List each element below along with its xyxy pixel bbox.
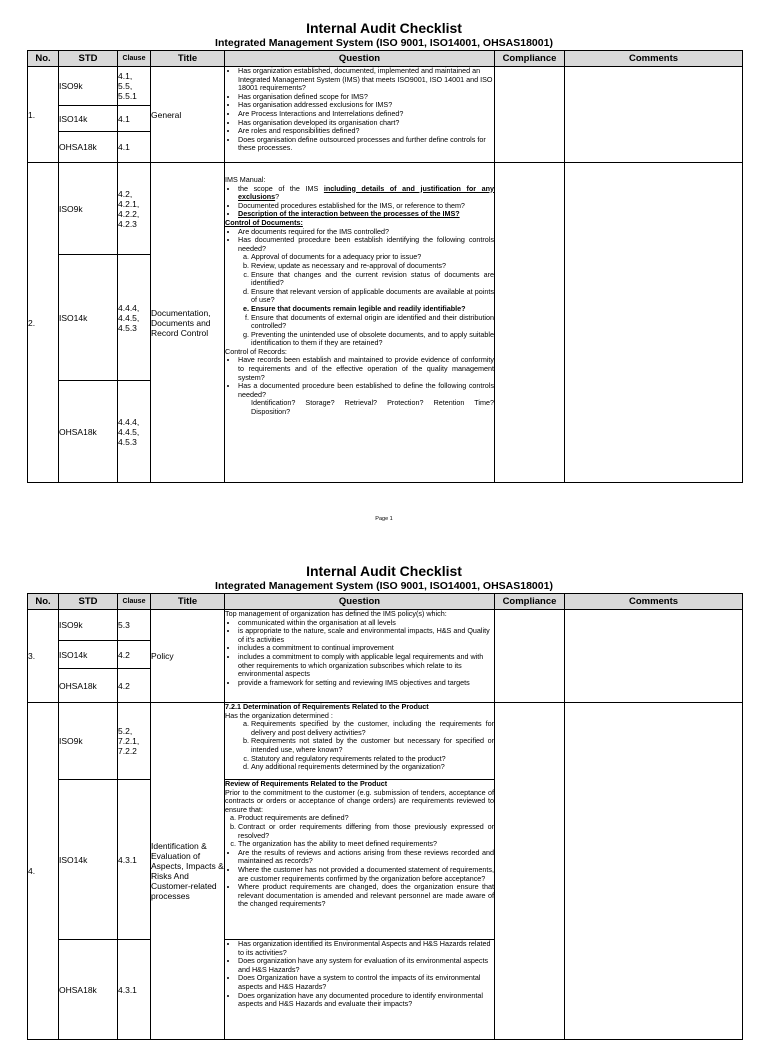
question-item: • Does organization have any system for evaluation of its environmental aspects and H&S Hazards?: [238, 957, 494, 974]
question-item: • Has organization established, documented, implemented and maintained an Integrated Management System (IMS) that meets ISO9001, ISO 14001 and ISO 18001 requirements?: [238, 67, 494, 93]
title-cell: General: [151, 67, 225, 163]
comments-cell[interactable]: [565, 610, 743, 703]
page-footer: Page 1: [375, 516, 393, 522]
table-row: [28, 610, 743, 641]
question-item: • Are Process Interactions and Interrelations defined?: [238, 110, 494, 119]
clause-cell: 4.4.4, 4.4.5, 4.5.3: [118, 255, 151, 381]
sub-question-item: a. Requirements specified by the customer, including the requirements for delivery and post delivery activities?: [251, 720, 494, 737]
page-2: [0, 560, 768, 1024]
audit-table-page-2: [27, 593, 743, 1040]
std-cell: ISO14k: [59, 106, 118, 132]
col-header-compliance: Compliance: [495, 51, 565, 67]
record-controls-list: Identification? Storage? Retrieval? Protection? Retention Time? Disposition?: [251, 398, 494, 417]
question-item: • Where product requirements are changed, does the organization ensure that relevant documentation is amended and relevant personnel are made aware of the changed requirements?: [238, 883, 494, 909]
clause-cell: 4.4.4, 4.4.5, 4.5.3: [118, 381, 151, 483]
compliance-cell[interactable]: [495, 610, 565, 703]
clause-cell: 4.1: [118, 132, 151, 163]
question-item: • communicated within the organisation at all levels: [238, 619, 494, 628]
document-subtitle: Integrated Management System (ISO 9001, ISO14001, OHSAS18001): [215, 37, 553, 49]
sub-question-item: a. Approval of documents for a adequacy prior to issue?: [251, 253, 494, 262]
compliance-cell[interactable]: [495, 67, 565, 163]
table-row: [28, 703, 743, 780]
sub-question-item: b. Contract or order requirements differing from those previously expressed or resolved?: [238, 823, 494, 840]
sub-question-item: g. Preventing the unintended use of obsolete documents, and to apply suitable identification to them if they are retained?: [251, 331, 494, 348]
row-number: 2.: [28, 163, 59, 483]
sub-question-item: c. The organization has the ability to meet defined requirements?: [238, 840, 494, 849]
question-item: • Are the results of reviews and actions arising from these reviews recorded and maintained as records?: [238, 849, 494, 866]
col-header-question: Question: [225, 594, 495, 610]
question-item: • Does Organization have a system to control the impacts of its environmental aspects and H&S Hazards?: [238, 974, 494, 991]
clause-cell: 5.2, 7.2.1, 7.2.2: [118, 703, 151, 780]
control-records-label: Control of Records:: [225, 346, 287, 356]
std-cell: ISO9k: [59, 610, 118, 641]
question-cell: [225, 610, 495, 703]
col-header-title: Title: [151, 594, 225, 610]
policy-intro: Top management of organization has defined the IMS policy(s) which:: [225, 609, 447, 618]
sub-question-item: d. Any additional requirements determined by the organization?: [251, 763, 494, 772]
sub-question-item: b. Requirements not stated by the customer but necessary for specified or intended use, where known?: [251, 737, 494, 754]
question-item: • Has a documented procedure been established to define the following controls needed?: [238, 382, 494, 399]
title-cell: Identification & Evaluation of Aspects, Impacts & Risks And Customer-related processes: [151, 703, 225, 1040]
col-header-no: No.: [28, 51, 59, 67]
section-heading: Review of Requirements Related to the Product: [225, 779, 388, 788]
question-cell: [225, 940, 495, 1040]
comments-cell[interactable]: [565, 703, 743, 1040]
document-title: Internal Audit Checklist: [306, 20, 462, 36]
sub-question-item: f. Ensure that documents of external origin are identified and their distribution controlled?: [251, 314, 494, 331]
question-item: • Description of the interaction between the processes of the IMS?: [238, 210, 494, 219]
question-item: • Has organisation defined scope for IMS?: [238, 93, 494, 102]
comments-cell[interactable]: [565, 67, 743, 163]
std-cell: ISO14k: [59, 780, 118, 940]
question-item: • is appropriate to the nature, scale and environmental impacts, H&S and Quality of it's activities: [238, 627, 494, 644]
question-item: • Does organization have any documented procedure to identify environmental aspects and H&S Hazards and evaluate their impacts?: [238, 992, 494, 1009]
title-cell: Documentation, Documents and Record Control: [151, 163, 225, 483]
question-cell: [225, 780, 495, 940]
question-item: • Has organization identified its Environmental Aspects and H&S Hazards related to its activities?: [238, 940, 494, 957]
table-row: [28, 163, 743, 255]
clause-cell: 4.1: [118, 106, 151, 132]
section-intro: Prior to the commitment to the customer (e.g. submission of tenders, acceptance of contracts or orders or acceptance of change orders) are requirements reviewed to ensure that:: [225, 787, 494, 814]
std-cell: ISO9k: [59, 163, 118, 255]
audit-table-page-1: [27, 50, 743, 483]
clause-cell: 4.3.1: [118, 940, 151, 1040]
col-header-compliance: Compliance: [495, 594, 565, 610]
document-title: Internal Audit Checklist: [306, 563, 462, 579]
col-header-comments: Comments: [565, 51, 743, 67]
col-header-clause: Clause: [118, 51, 151, 67]
sub-question-item: c. Ensure that changes and the current revision status of documents are identified?: [251, 271, 494, 288]
clause-cell: 5.3: [118, 610, 151, 641]
sub-question-item: e. Ensure that documents remain legible and readily identifiable?: [251, 305, 494, 314]
clause-cell: 4.1, 5.5, 5.5.1: [118, 67, 151, 106]
sub-question-item: a. Product requirements are defined?: [238, 814, 494, 823]
comments-cell[interactable]: [565, 163, 743, 483]
question-item: • the scope of the IMS including details of and justification for any exclusions?: [238, 185, 494, 202]
sub-question-item: b. Review, update as necessary and re-approval of documents?: [251, 262, 494, 271]
table-header-row: [28, 594, 743, 610]
row-number: 1.: [28, 67, 59, 163]
question-item: • Does organisation define outsourced processes and further define controls for these processes.: [238, 136, 494, 153]
clause-cell: 4.2: [118, 641, 151, 669]
document-subtitle: Integrated Management System (ISO 9001, ISO14001, OHSAS18001): [215, 580, 553, 592]
row-number: 4.: [28, 703, 59, 1040]
title-cell: Policy: [151, 610, 225, 703]
col-header-question: Question: [225, 51, 495, 67]
clause-cell: 4.3.1: [118, 780, 151, 940]
question-item: • Are roles and responsibilities defined?: [238, 127, 494, 136]
sub-question-item: c. Statutory and regulatory requirements related to the product?: [251, 755, 494, 764]
question-item: • Have records been establish and maintained to provide evidence of conformity to requirements and of the effective operation of the quality management system?: [238, 356, 494, 382]
question-item: • Has documented procedure been establish identifying the following controls needed?: [238, 236, 494, 253]
std-cell: ISO14k: [59, 641, 118, 669]
sub-question-item: d. Ensure that relevant version of applicable documents are available at points of use?: [251, 288, 494, 305]
compliance-cell[interactable]: [495, 163, 565, 483]
question-item: • includes a commitment to continual improvement: [238, 644, 494, 653]
question-item: • Are documents required for the IMS controlled?: [238, 228, 494, 237]
std-cell: OHSA18k: [59, 940, 118, 1040]
clause-cell: 4.2, 4.2.1, 4.2.2, 4.2.3: [118, 163, 151, 255]
std-cell: ISO9k: [59, 67, 118, 106]
std-cell: OHSA18k: [59, 132, 118, 163]
std-cell: ISO14k: [59, 255, 118, 381]
section-intro: Has the organization determined :: [225, 710, 333, 720]
question-item: • includes a commitment to comply with applicable legal requirements and with other requirements to which organization subscribes which relate to its environmental aspects: [238, 653, 494, 679]
col-header-clause: Clause: [118, 594, 151, 610]
std-cell: ISO9k: [59, 703, 118, 780]
col-header-std: STD: [59, 594, 118, 610]
question-item: • Has organisation addressed exclusions for IMS?: [238, 101, 494, 110]
question-cell: [225, 163, 495, 483]
col-header-no: No.: [28, 594, 59, 610]
compliance-cell[interactable]: [495, 703, 565, 1040]
ims-manual-label: IMS Manual:: [225, 175, 266, 184]
clause-cell: 4.2: [118, 669, 151, 703]
question-cell: [225, 67, 495, 163]
col-header-title: Title: [151, 51, 225, 67]
std-cell: OHSA18k: [59, 669, 118, 703]
table-header-row: [28, 51, 743, 67]
col-header-std: STD: [59, 51, 118, 67]
row-number: 3.: [28, 610, 59, 703]
question-item: • Documented procedures established for the IMS, or reference to them?: [238, 202, 494, 211]
std-cell: OHSA18k: [59, 381, 118, 483]
control-documents-label: Control of Documents:: [225, 217, 303, 227]
section-heading: 7.2.1 Determination of Requirements Related to the Product: [225, 702, 429, 711]
question-item: • Where the customer has not provided a documented statement of requirements, are customer requirements confirmed by the organization before acceptance?: [238, 866, 494, 883]
question-cell: [225, 703, 495, 780]
col-header-comments: Comments: [565, 594, 743, 610]
question-item: • provide a framework for setting and reviewing IMS objectives and targets: [238, 679, 494, 688]
table-row: [28, 67, 743, 106]
question-item: • Has organisation developed its organisation chart?: [238, 119, 494, 128]
